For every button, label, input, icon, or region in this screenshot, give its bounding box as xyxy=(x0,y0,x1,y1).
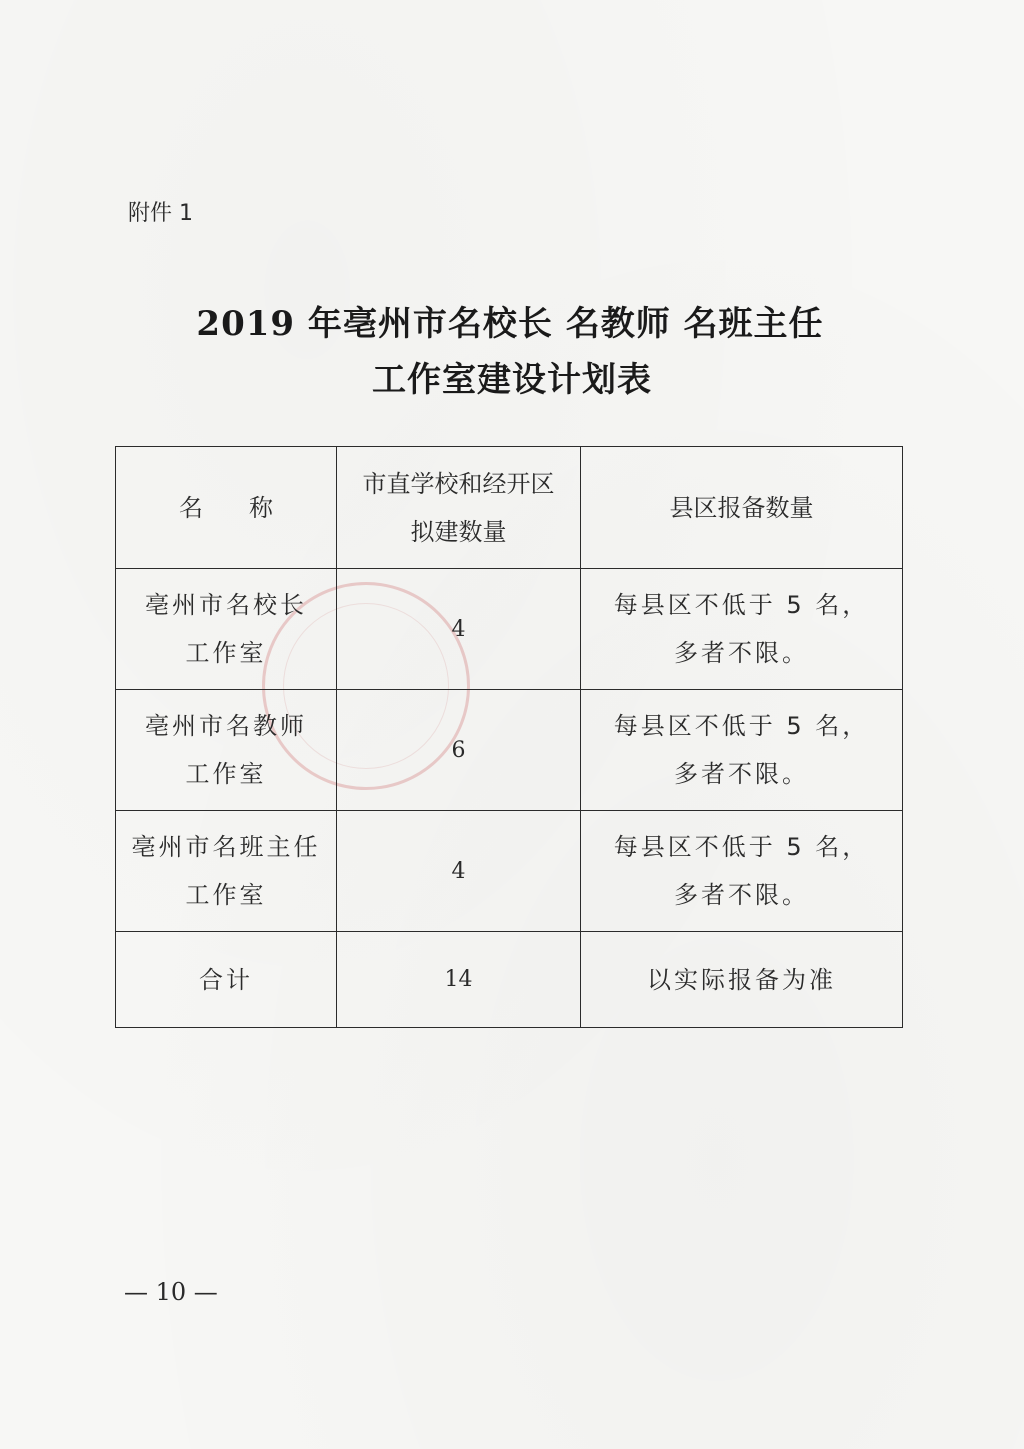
row-county-line1: 每县区不低于 5 名， xyxy=(613,591,870,619)
row-city-count: 4 xyxy=(451,616,466,642)
total-name-cell xyxy=(116,932,337,1028)
plan-table xyxy=(115,446,903,1028)
row-name-line2: 工作室 xyxy=(185,760,267,788)
header-name-label: 名称 xyxy=(179,493,319,522)
row-city-count-cell xyxy=(337,690,581,811)
row-name-cell xyxy=(116,690,337,811)
row-name-line1: 亳州市名校长 xyxy=(145,591,307,619)
row-county-cell xyxy=(581,690,903,811)
row-county-line2: 多者不限。 xyxy=(674,881,809,909)
row-name-line1: 亳州市名班主任 xyxy=(131,833,321,861)
document-title-line1: 2019 年亳州市名校长 名教师 名班主任 xyxy=(196,304,824,344)
table-row xyxy=(116,811,903,932)
attachment-label: 附件 1 xyxy=(128,201,193,226)
header-county-count-label: 县区报备数量 xyxy=(669,493,814,522)
header-cell-name xyxy=(116,447,337,569)
table-row xyxy=(116,690,903,811)
header-city-count-line1: 市直学校和经开区 xyxy=(362,469,555,498)
row-county-line1: 每县区不低于 5 名， xyxy=(613,833,870,861)
row-name-cell xyxy=(116,569,337,690)
total-city-count: 14 xyxy=(444,967,473,992)
row-county-cell xyxy=(581,811,903,932)
row-city-count: 4 xyxy=(451,858,466,884)
row-county-line2: 多者不限。 xyxy=(674,760,809,788)
row-city-count: 6 xyxy=(451,737,466,763)
total-county: 以实际报备为准 xyxy=(647,965,836,994)
total-city-count-cell xyxy=(337,932,581,1028)
table-header-row xyxy=(116,447,903,569)
row-county-line2: 多者不限。 xyxy=(674,639,809,667)
header-cell-city-count xyxy=(337,447,581,569)
row-name-line2: 工作室 xyxy=(185,881,267,909)
row-name-cell xyxy=(116,811,337,932)
row-city-count-cell xyxy=(337,811,581,932)
document-title-line2: 工作室建设计划表 xyxy=(372,360,652,400)
total-label: 合计 xyxy=(199,965,253,994)
table-total-row xyxy=(116,932,903,1028)
row-name-line1: 亳州市名教师 xyxy=(145,712,307,740)
table-row xyxy=(116,569,903,690)
row-city-count-cell xyxy=(337,569,581,690)
header-cell-county-count xyxy=(581,447,903,569)
row-name-line2: 工作室 xyxy=(185,639,267,667)
page-number: — 10 — xyxy=(124,1278,218,1306)
row-county-cell xyxy=(581,569,903,690)
row-county-line1: 每县区不低于 5 名， xyxy=(613,712,870,740)
header-city-count-line2: 拟建数量 xyxy=(410,517,507,546)
total-county-cell xyxy=(581,932,903,1028)
